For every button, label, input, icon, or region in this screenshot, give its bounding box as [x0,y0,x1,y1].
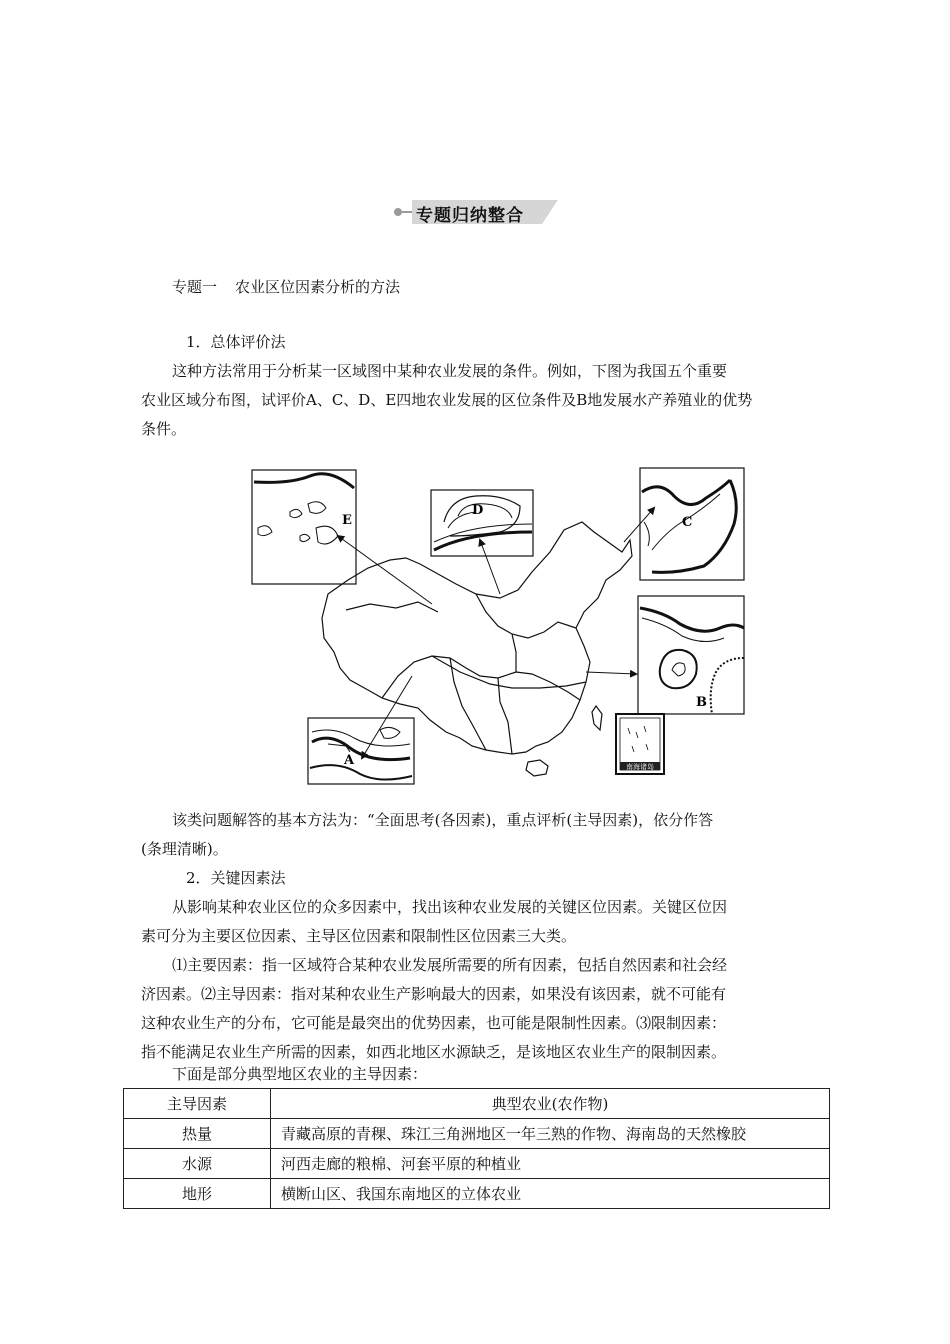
arrow-to-e [338,536,432,604]
table-row [124,1179,830,1209]
paragraph-line: ⑴主要因素：指一区域符合某种农业发展所需要的所有因素，包括自然因素和社会经 [172,956,728,974]
inset-e [252,470,356,584]
label-e: E [342,513,352,528]
region-boundary [476,594,576,638]
table-cell: 地形 [124,1179,271,1209]
topic-label: 专题一 [172,278,218,296]
topic-title: 农业区位因素分析的方法 [235,278,401,296]
region-boundary [512,634,516,672]
inset-label: 南海诸岛 [626,763,654,771]
paragraph-line: 指不能满足农业生产所需的因素，如西北地区水源缺乏，是该地区农业生产的限制因素。 [141,1043,727,1061]
paragraph-line: 素可分为主要区位因素、主导区位因素和限制性区位因素三大类。 [141,927,577,945]
table-cell: 水源 [124,1149,271,1179]
paragraph-line: 这种农业生产的分布，它可能是最突出的优势因素，也可能是限制性因素。⑶限制因素： [141,1014,727,1032]
paragraph-line: 该类问题解答的基本方法为：“全面思考(各因素)，重点评析(主导因素)，依分作答 [172,811,714,829]
dominant-factors-table [123,1088,830,1209]
paragraph-line: 条件。 [141,420,187,438]
table-cell: 横断山区、我国东南地区的立体农业 [271,1179,830,1209]
paragraph-line: 从影响某种农业区位的众多因素中，找出该种农业发展的关键区位因素。关键区位因 [172,898,728,916]
table-header: 典型农业(农作物) [271,1089,830,1119]
table-cell: 青藏高原的青稞、珠江三角洲地区一年三熟的作物、海南岛的天然橡胶 [271,1119,830,1149]
table-cell: 热量 [124,1119,271,1149]
region-boundary [382,656,580,700]
label-b: B [696,695,707,710]
paragraph-line: (条理清晰)。 [141,840,228,858]
banner-title: 专题归纳整合 [416,206,524,226]
china-outline [322,522,632,754]
table-cell: 河西走廊的粮棉、河套平原的种植业 [271,1149,830,1179]
table-header-row [124,1089,830,1119]
taiwan-island [592,706,602,730]
hainan-island [526,760,548,776]
arrow-to-b [586,672,636,674]
region-boundary [498,678,512,754]
section1-heading: 1．总体评价法 [186,333,286,351]
region-boundary [346,602,438,612]
paragraph-line: 济因素。⑵主导因素：指对某种农业生产影响最大的因素，如果没有该因素，就不可能有 [141,985,727,1003]
section2-heading: 2．关键因素法 [186,869,286,887]
paragraph-line: 农业区域分布图，试评价A、C、D、E四地农业发展的区位条件及B地发展水产养殖业的优势 [141,391,753,409]
china-agriculture-map [250,462,750,792]
section-banner [392,198,558,226]
table-header: 主导因素 [124,1089,271,1119]
label-c: C [682,515,693,530]
paragraph-line: 这种方法常用于分析某一区域图中某种农业发展的条件。例如，下图为我国五个重要 [172,362,728,380]
table-row [124,1119,830,1149]
label-a: A [344,753,355,768]
table-row [124,1149,830,1179]
label-d: D [472,503,484,518]
topic-heading [172,276,400,297]
inset-b [638,596,744,714]
inset-a [308,718,414,784]
paragraph-line: 下面是部分典型地区农业的主导因素： [172,1065,428,1083]
arrow-to-d [480,540,500,594]
